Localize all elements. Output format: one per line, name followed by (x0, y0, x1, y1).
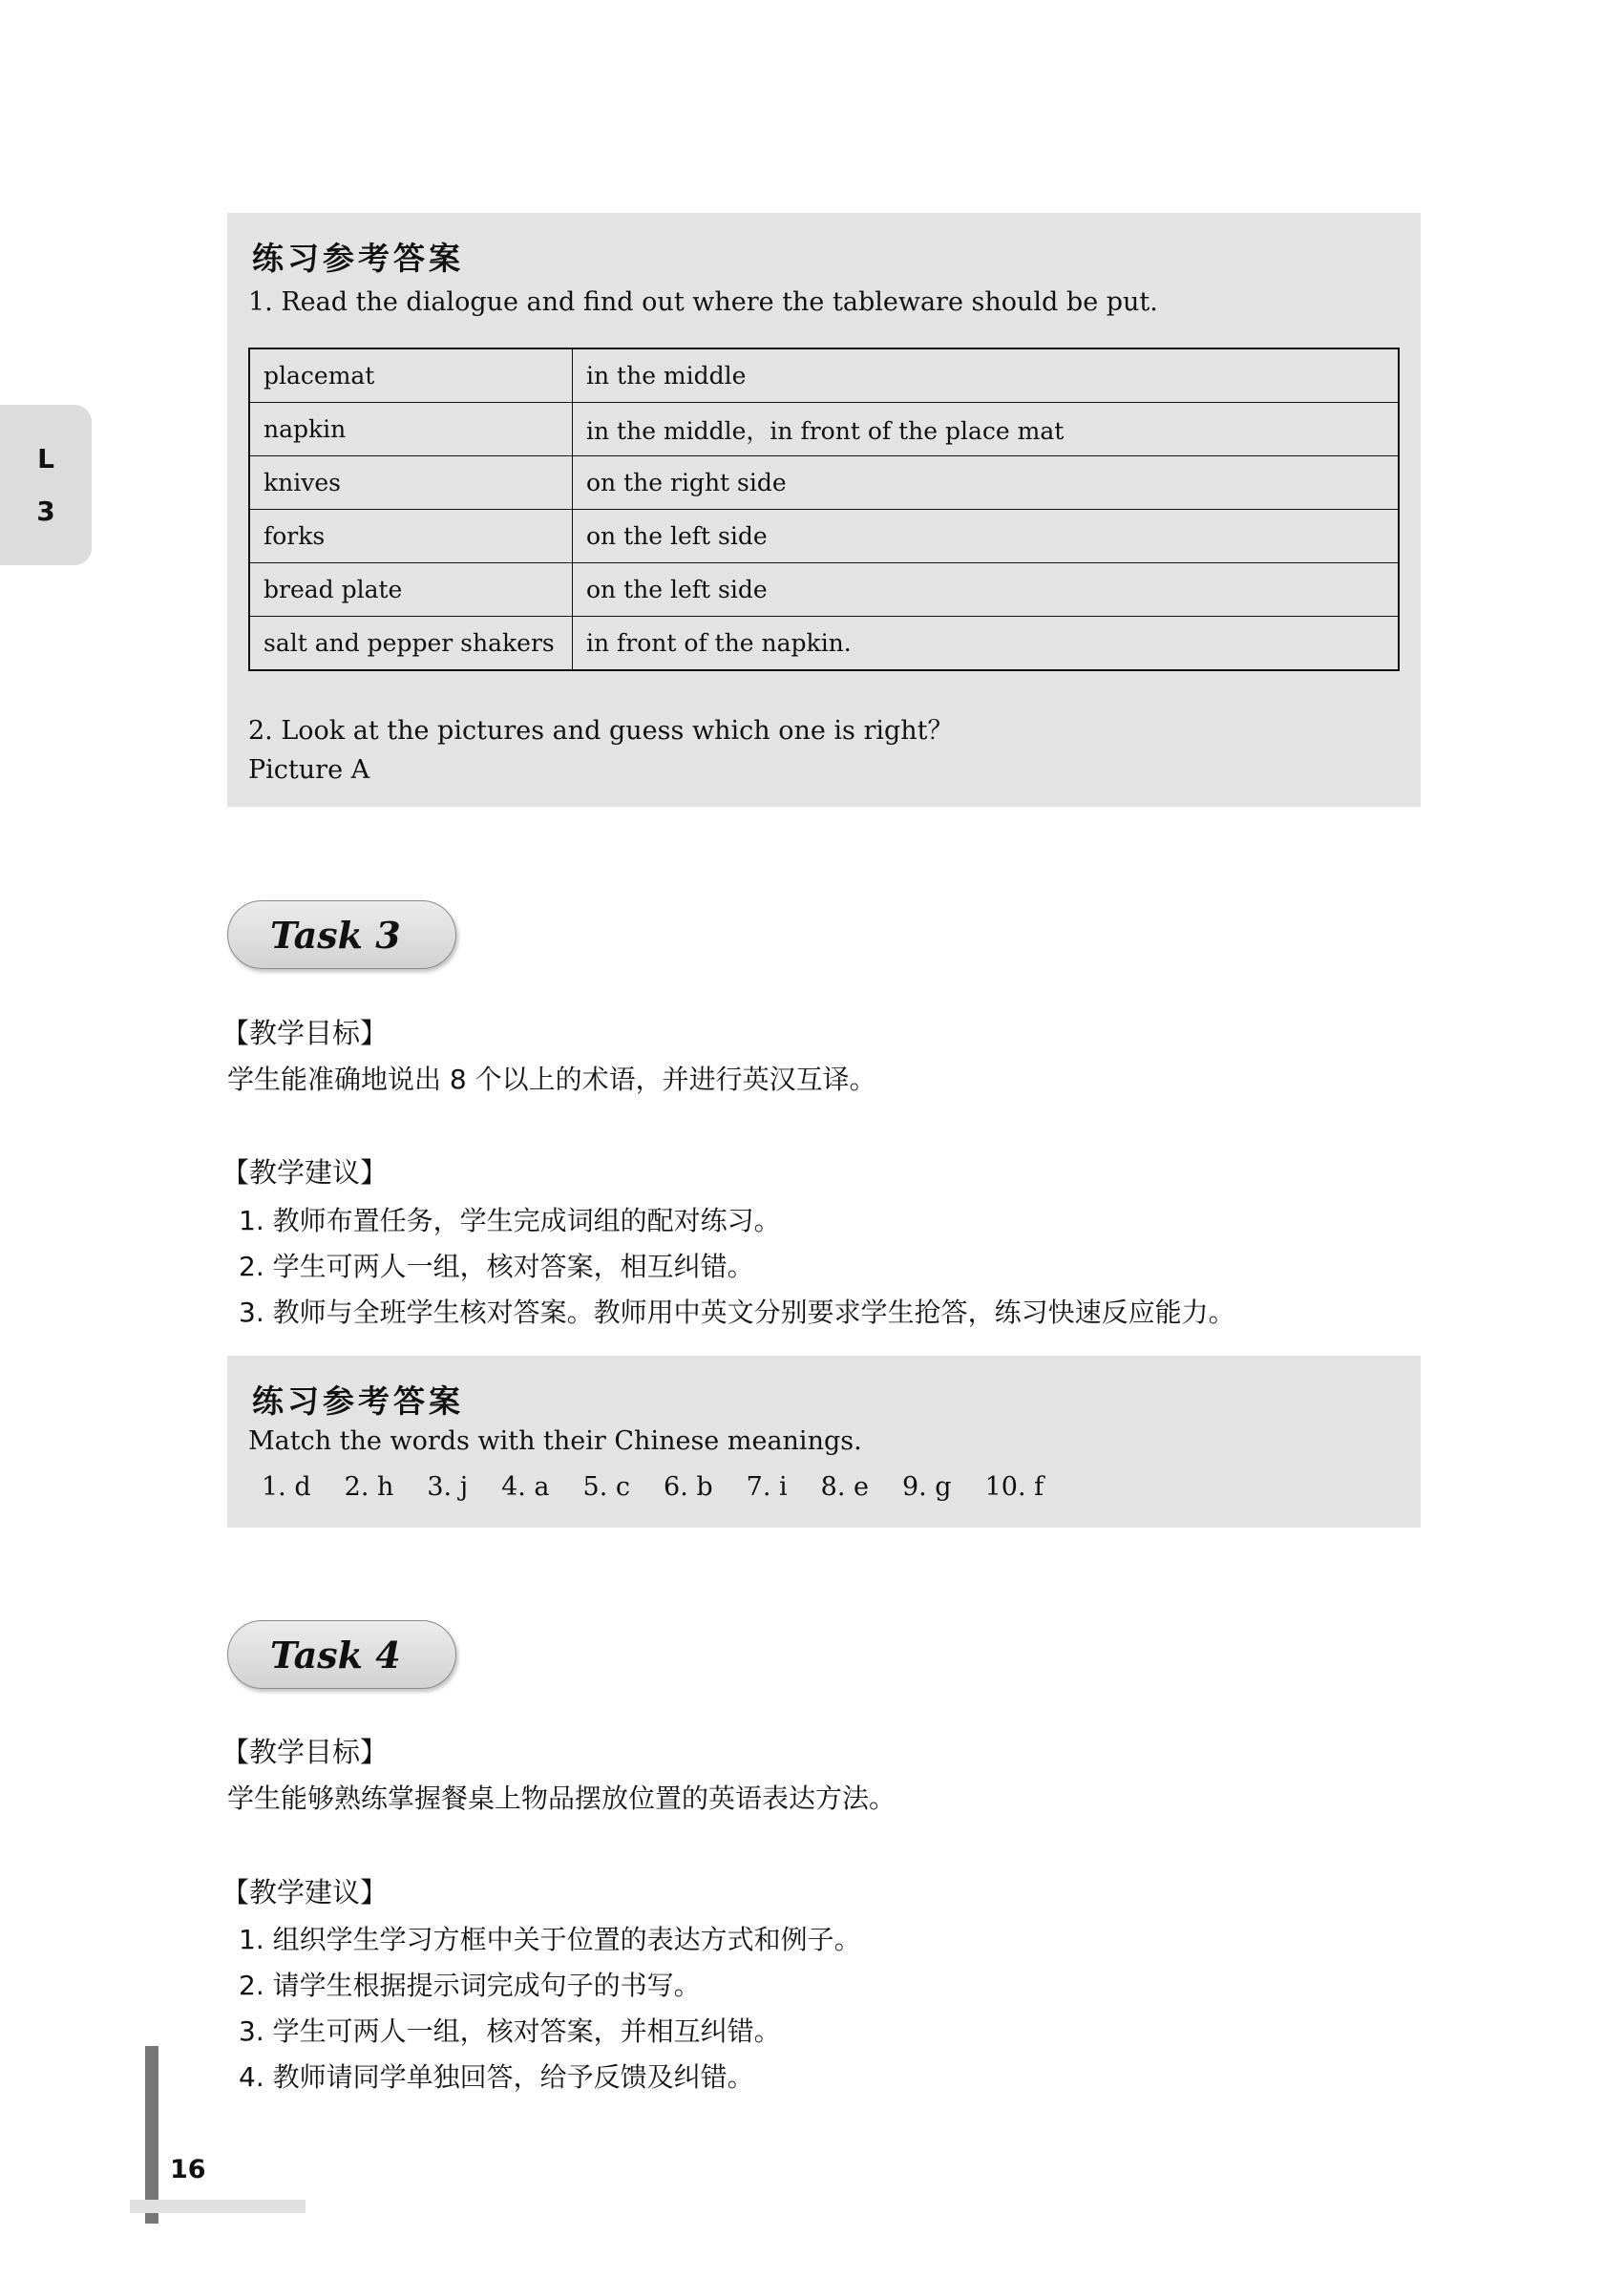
table-cell-item: bread plate (249, 563, 573, 617)
table-cell-item: knives (249, 456, 573, 510)
panel-title: 练习参考答案 (252, 240, 464, 277)
task-4-goal-text: 学生能够熟练掌握餐桌上物品摆放位置的英语表达方法。 (227, 1782, 896, 1814)
match-answer: 2. h (344, 1472, 394, 1502)
table-cell-position: in the middle，in front of the place mat (573, 403, 1400, 456)
task-4-advice-heading: 【教学建议】 (221, 1876, 389, 1909)
table-cell-position: on the right side (573, 456, 1400, 510)
task-4-advice-1: 1. 组织学生学习方框中关于位置的表达方式和例子。 (239, 1924, 861, 1955)
task-4-advice-4: 4. 教师请同学单独回答，给予反馈及纠错。 (239, 2061, 754, 2093)
table-cell-position: on the left side (573, 510, 1400, 563)
table-cell-item: placemat (249, 348, 573, 403)
task-4-badge: Task 4 (227, 1620, 456, 1689)
table-cell-item: salt and pepper shakers (249, 617, 573, 671)
match-answer: 8. e (820, 1472, 869, 1502)
task-3-goal-text: 学生能准确地说出 8 个以上的术语，并进行英汉互译。 (227, 1064, 876, 1095)
table-row (249, 617, 1399, 671)
task-3-goal-heading: 【教学目标】 (221, 1017, 389, 1049)
lesson-tab (0, 405, 92, 565)
table-cell-position: in front of the napkin. (573, 617, 1400, 671)
answer-panel-2 (227, 1356, 1421, 1528)
footer-bar (145, 2046, 158, 2224)
table-cell-position: on the left side (573, 563, 1400, 617)
footer-line (130, 2200, 306, 2213)
task-4-goal-heading: 【教学目标】 (221, 1736, 389, 1768)
match-answer: 10. f (984, 1472, 1044, 1502)
task-3-badge: Task 3 (227, 900, 456, 969)
match-answer: 4. a (501, 1472, 550, 1502)
match-answer: 3. j (427, 1472, 469, 1502)
table-row (249, 348, 1399, 403)
task-3-advice-1: 1. 教师布置任务，学生完成词组的配对练习。 (239, 1205, 781, 1236)
task-3-advice-3: 3. 教师与全班学生核对答案。教师用中英文分别要求学生抢答，练习快速反应能力。 (239, 1297, 1235, 1328)
match-answer: 5. c (582, 1472, 631, 1502)
match-answer: 6. b (664, 1472, 713, 1502)
panel-title: 练习参考答案 (252, 1382, 464, 1420)
match-answer: 7. i (746, 1472, 788, 1502)
question-2-answer: Picture A (248, 755, 370, 785)
match-answers (262, 1472, 1077, 1502)
table-row (249, 563, 1399, 617)
answer-panel-1 (227, 213, 1421, 807)
page-number: 16 (170, 2155, 206, 2184)
match-answer: 9. g (901, 1472, 952, 1502)
table-cell-item: forks (249, 510, 573, 563)
task-3-advice-heading: 【教学建议】 (221, 1156, 389, 1189)
match-answer: 1. d (262, 1472, 311, 1502)
lesson-tab-number: 3 (36, 496, 55, 527)
table-cell-item: napkin (249, 403, 573, 456)
table-row (249, 456, 1399, 510)
lesson-tab-letter: L (37, 443, 54, 475)
tableware-table (248, 348, 1400, 671)
task-4-advice-2: 2. 请学生根据提示词完成句子的书写。 (239, 1970, 701, 2001)
table-row (249, 510, 1399, 563)
table-cell-position: in the middle (573, 348, 1400, 403)
table-row (249, 403, 1399, 456)
match-instruction: Match the words with their Chinese meanings. (248, 1426, 862, 1456)
question-2: 2. Look at the pictures and guess which one is right？ (248, 716, 954, 746)
question-1: 1. Read the dialogue and find out where the tableware should be put. (248, 287, 1158, 317)
task-4-advice-3: 3. 学生可两人一组，核对答案，并相互纠错。 (239, 2015, 781, 2047)
task-3-advice-2: 2. 学生可两人一组，核对答案，相互纠错。 (239, 1251, 754, 1282)
